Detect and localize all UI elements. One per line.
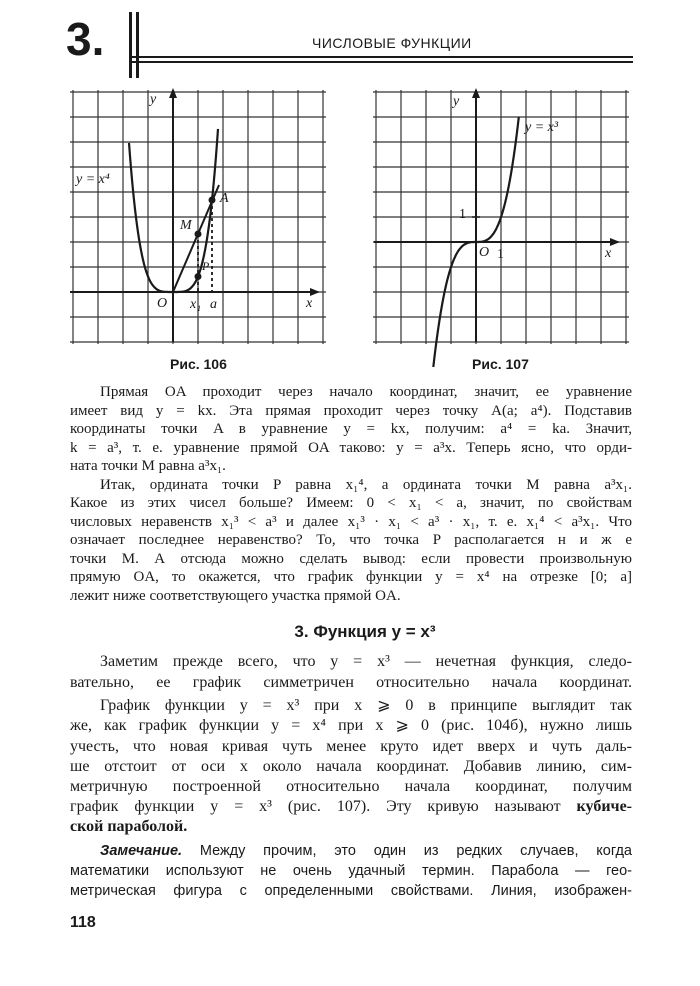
figure-107-curve-label: y = x³: [525, 120, 559, 135]
paragraph-line: Какое из этих чисел больше? Имеем: 0 < x₁ < a, значит, по свойствам: [70, 495, 632, 511]
figure-106-caption: Рис. 106: [170, 356, 227, 372]
figure-106-curve-label: y = x⁴: [76, 172, 110, 187]
paragraph-line: [70, 817, 632, 837]
figure-106-tick-x1: x₁: [190, 297, 202, 312]
figure-106-point-P: [195, 273, 202, 280]
note-line: [100, 842, 632, 861]
paragraph-line: же, как график функции y = x⁴ при x ⩾ 0 (рис. 104б), нужно лишь: [70, 717, 632, 734]
figure-106-x-label: x: [306, 296, 313, 311]
paragraph-line: прямую OA, то окажется, что график функции y = x⁴ на отрезке [0; a]: [70, 569, 632, 585]
paragraph-line: лежит ниже соответствующего участка прямой OA.: [70, 588, 401, 604]
note-label: Замечание.: [100, 843, 183, 859]
note-line: метрическая фигура с определенными свойствами. Линия, изображен-: [70, 883, 632, 899]
paragraph-line: График функции y = x³ при x ⩾ 0 в принципе выглядит так: [100, 697, 632, 714]
paragraph-line: координаты точки A в уравнение y = kx, получим: a⁴ = ka. Значит,: [70, 421, 632, 437]
paragraph-line: числовых неравенств x₁³ < a³ и далее x₁³ · x₁ < a³ · x₁, т. е. x₁⁴ < a³x₁. Что: [70, 514, 632, 530]
figure-106-point-M: [195, 231, 202, 238]
figure-107-x-label: x: [605, 246, 612, 261]
paragraph-line: имеет вид y = kx. Эта прямая проходит через точку A(a; a⁴). Подставив: [70, 403, 632, 419]
paragraph-line: означает последнее неравенство? То, что точка P располагается н и ж е: [70, 532, 632, 548]
paragraph-line: учесть, что новая кривая чуть менее круто идет вверх и чуть даль-: [70, 738, 632, 755]
figure-107-tick-y1-label: 1: [459, 207, 466, 222]
note-text: Между прочим, это один из редких случаев, когда: [199, 843, 632, 859]
figure-107-caption: Рис. 107: [472, 356, 529, 372]
figure-106-origin: O: [157, 296, 168, 311]
figure-106-y-label: y: [150, 92, 157, 107]
term-bold: кубиче-: [576, 798, 632, 815]
paragraph-line: Итак, ордината точки P равна x₁⁴, а ордината точки M равна a³x₁.: [100, 477, 632, 493]
paragraph-line: ната точки M равна a³x₁.: [70, 458, 226, 474]
running-title: ЧИСЛОВЫЕ ФУНКЦИИ: [312, 35, 472, 51]
note-line: математики используют не очень удачный термин. Парабола — гео-: [70, 863, 632, 879]
paragraph-line: вательно, ее график симметричен относительно начала координат.: [70, 674, 632, 691]
paragraph-line: точки M. А отсюда можно сделать вывод: если провести произвольную: [70, 551, 632, 567]
chapter-number: 3.: [66, 13, 105, 65]
figure-106-label-M: M: [180, 218, 192, 233]
page-number: 118: [70, 914, 96, 931]
paragraph-line: k = a³, т. е. уравнение прямой OA таково: y = a³x. Теперь ясно, что орди-: [70, 440, 632, 456]
figures: [0, 0, 700, 380]
figure-107-origin: O: [479, 245, 490, 260]
figure-106-tick-a: a: [210, 297, 217, 312]
paragraph-line: Прямая OA проходит через начало координат, значит, ее уравнение: [100, 384, 632, 400]
paragraph-line: ше отстоит от оси x около начала координат. Добавив линию, сим-: [70, 758, 632, 775]
paragraph-line: метричную построенной относительно начала координат, получим: [70, 778, 632, 795]
section-heading: 3. Функция y = x³: [294, 622, 436, 641]
term-bold: ской параболой.: [70, 818, 188, 835]
figure-106-label-P: P: [202, 259, 210, 273]
figure-106-label-A: A: [220, 191, 229, 206]
paragraph-text: график функции y = x³ (рис. 107). Эту кривую называют: [70, 798, 561, 815]
figure-106-point-A: [209, 197, 216, 204]
figure-107-y-label: y: [453, 94, 460, 109]
figure-107-tick-x1-label: 1: [497, 247, 504, 262]
paragraph-line: Заметим прежде всего, что y = x³ — нечетная функция, следо-: [100, 653, 632, 670]
paragraph-line: [70, 797, 632, 817]
